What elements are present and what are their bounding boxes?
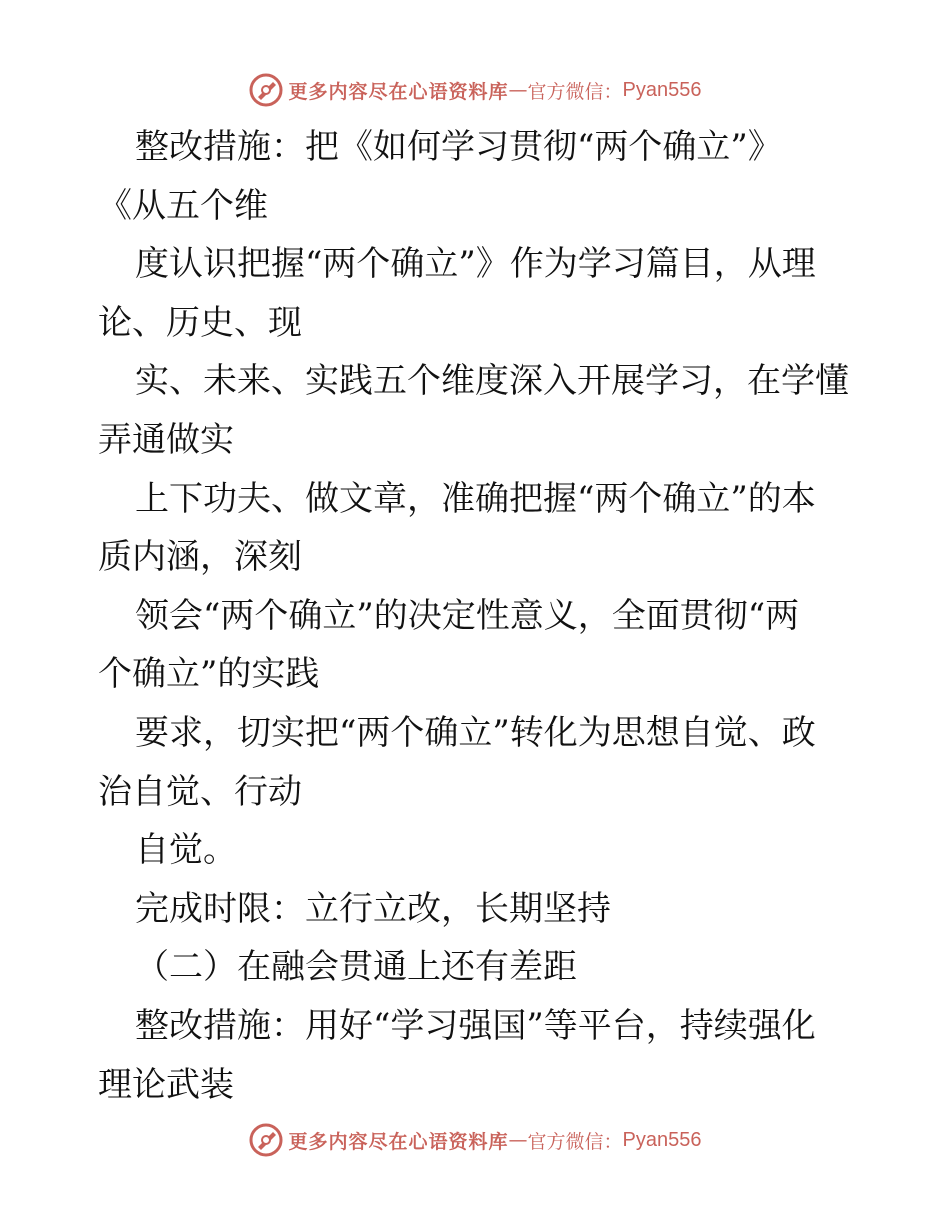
text-line: 实、未来、实践五个维度深入开展学习，在学懂	[135, 361, 849, 402]
text-line: 弄通做实	[98, 419, 234, 460]
footer-contact-id: Pyan556	[622, 1128, 702, 1151]
text-line: 《从五个维	[98, 185, 268, 226]
header-contact-label: 官方微信：	[527, 80, 623, 103]
brand-logo-icon	[249, 73, 283, 107]
text-line: 理论武装	[98, 1064, 234, 1105]
text-line: 要求，切实把“两个确立”转化为思想自觉、政	[135, 712, 816, 753]
text-line: 完成时限：立行立改，长期坚持	[135, 888, 611, 929]
text-line: 上下功夫、做文章，准确把握“两个确立”的本	[135, 478, 816, 519]
header-banner-separator: —	[508, 79, 528, 101]
text-line: 个确立”的实践	[98, 654, 320, 695]
footer-watermark-banner	[0, 1120, 950, 1160]
text-line: 质内涵，深刻	[98, 537, 302, 578]
text-line: 自觉。	[135, 830, 237, 871]
text-line: 整改措施：把《如何学习贯彻“两个确立”》	[135, 127, 782, 167]
footer-banner-inner	[249, 1123, 702, 1157]
footer-banner-text: 更多内容尽在心语资料库	[288, 1130, 509, 1153]
document-body	[98, 118, 858, 1114]
brand-logo-icon	[249, 1123, 283, 1157]
text-line: 论、历史、现	[98, 302, 302, 343]
header-contact-id: Pyan556	[622, 78, 702, 101]
header-banner-text: 更多内容尽在心语资料库	[288, 80, 509, 103]
text-line: 整改措施：用好“学习强国”等平台，持续强化	[135, 1005, 816, 1046]
text-line: 治自觉、行动	[98, 771, 302, 812]
text-line: 度认识把握“两个确立”》作为学习篇目，从理	[135, 244, 816, 285]
section-heading: （二）在融会贯通上还有差距	[135, 947, 577, 988]
header-watermark-banner	[0, 70, 950, 110]
header-banner-inner	[249, 73, 702, 107]
footer-contact-label: 官方微信：	[527, 1130, 623, 1153]
text-line: 领会“两个确立”的决定性意义，全面贯彻“两	[135, 595, 800, 636]
footer-banner-separator: —	[508, 1129, 528, 1151]
